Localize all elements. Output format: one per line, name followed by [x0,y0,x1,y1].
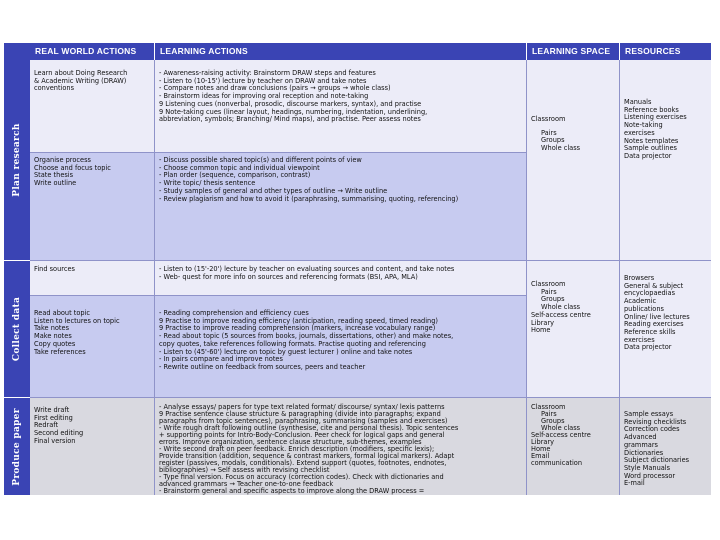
plan-real-actions-2: Organise process Choose and focus topic State thesis Write outline [30,153,155,260]
header-resources: RESOURCES [620,43,711,60]
collect-real-actions-2: Read about topic Listen to lectures on topic Take notes Make notes Copy quotes Take references [30,296,155,397]
header-real-world-actions: REAL WORLD ACTIONS [30,43,154,60]
produce-learning-space: Classroom Pairs Groups Whole class Self-access centre Library Home Email communication [527,398,620,495]
collect-learning-actions-2: - Reading comprehension and efficiency cues 9 Practise to improve reading efficiency (anticipation, reading speed, timed reading) 9 Practise to improve reading comprehension (markers, increase vocabulary range) - Read about topic (5 sources from books, journals, dissertations, other) and make notes, copy quotes, take references following formats. Practise quoting and referencing - Listen to (45'-60') lecture on topic by guest lecturer ) online and take notes - In pairs compare and improve notes - Rewrite outline on feedback from sources, peers and teacher [155,296,527,397]
plan-learning-actions-2: - Discuss possible shared topic(s) and different points of view - Choose common topic and individual viewpoint - Plan order (sequence, comparison, contrast) - Write topic/ thesis sentence - Study samples of general and other types of outline → Write outline - Review plagiarism and how to avoid it (paraphrasing, summarising, quoting, referencing) [155,153,527,260]
collect-learning-space: Classroom Pairs Groups Whole class Self-access centre Library Home [527,261,620,397]
phase-label-produce-paper: Produce paper [4,398,30,495]
plan-real-actions-1: Learn about Doing Research & Academic Writing (DRAW) conventions [30,60,155,152]
header-corner [4,43,30,60]
plan-resources: Manuals Reference books Listening exercises Note-taking exercises Notes templates Sample outlines Data projector [620,60,711,260]
phase-divider [30,397,711,398]
plan-learning-actions-1: - Awareness-raising activity: Brainstorm DRAW steps and features - Listen to (10-15') lecture by teacher on DRAW and take notes - Compare notes and draw conclusions (pairs → groups → whole class) - Brainstorm ideas for improving oral reception and note-taking 9 Listening cues (nonverbal, prosodic, discourse markers, syntax), and practise 9 Note-taking cues (linear layout, headings, numbering, indentation, underlining, abbreviation, symbols; Branching/ Mind maps), and practise. Peer assess notes [155,60,527,152]
produce-resources: Sample essays Revising checklists Correction codes Advanced grammars Dictionaries Subject dictionaries Style Manuals Word processor E-mail [620,398,711,495]
column-divider [154,60,155,495]
produce-learning-actions: - Analyse essays/ papers for type text related format/ discourse/ syntax/ lexis patterns 9 Practise sentence clause structure & paragraphing (divide into paragraphs; expand paragraphs from topic sentences), paraphrasing, summarising (samples and exercises) - Write rough draft following outline (synthesise, cite and personal thesis). Topic sentences + supporting points for Intro-Body-Conclusion. Peer check for logical gaps and general errors. Improve organization, sentence clause structure, sub-themes, examples - Write second draft on peer feedback. Enrich description (modifiers, specific lexis); Provide transition (addition, sequence & contrast markers, formal logical markers). Adapt register (passives, modals, conditionals). Extend support (quotes, footnotes, endnotes, bibliographies) → Self assess with revising checklist - Type final version. Focus on accuracy (correction codes). Check with dictionaries and advanced grammars → Teacher one-to-one feedback - Brainstorm general and specific aspects to improve along the DRAW process = [155,398,527,495]
collect-real-actions-1: Find sources [30,261,155,295]
phase-label-collect-data: Collect data [4,261,30,397]
plan-learning-space: Classroom Pairs Groups Whole class [527,60,620,260]
column-divider [526,60,527,495]
produce-real-actions: Write draft First editing Redraft Second editing Final version [30,398,155,495]
header-learning-actions: LEARNING ACTIONS [155,43,526,60]
collect-resources: Browsers General & subject encyclopaedias Academic publications Online/ live lectures Reading exercises Reference skills exercises Data projector [620,261,711,397]
collect-learning-actions-1: - Listen to (15'-20') lecture by teacher on evaluating sources and content, and take notes - Web- quest for more info on sources and referencing formats (BSI, APA, MLA) [155,261,527,295]
header-learning-space: LEARNING SPACE [527,43,619,60]
phase-divider [30,260,711,261]
research-process-table [4,43,711,495]
column-divider [619,60,620,495]
phase-label-plan-research: Plan research [4,60,30,260]
